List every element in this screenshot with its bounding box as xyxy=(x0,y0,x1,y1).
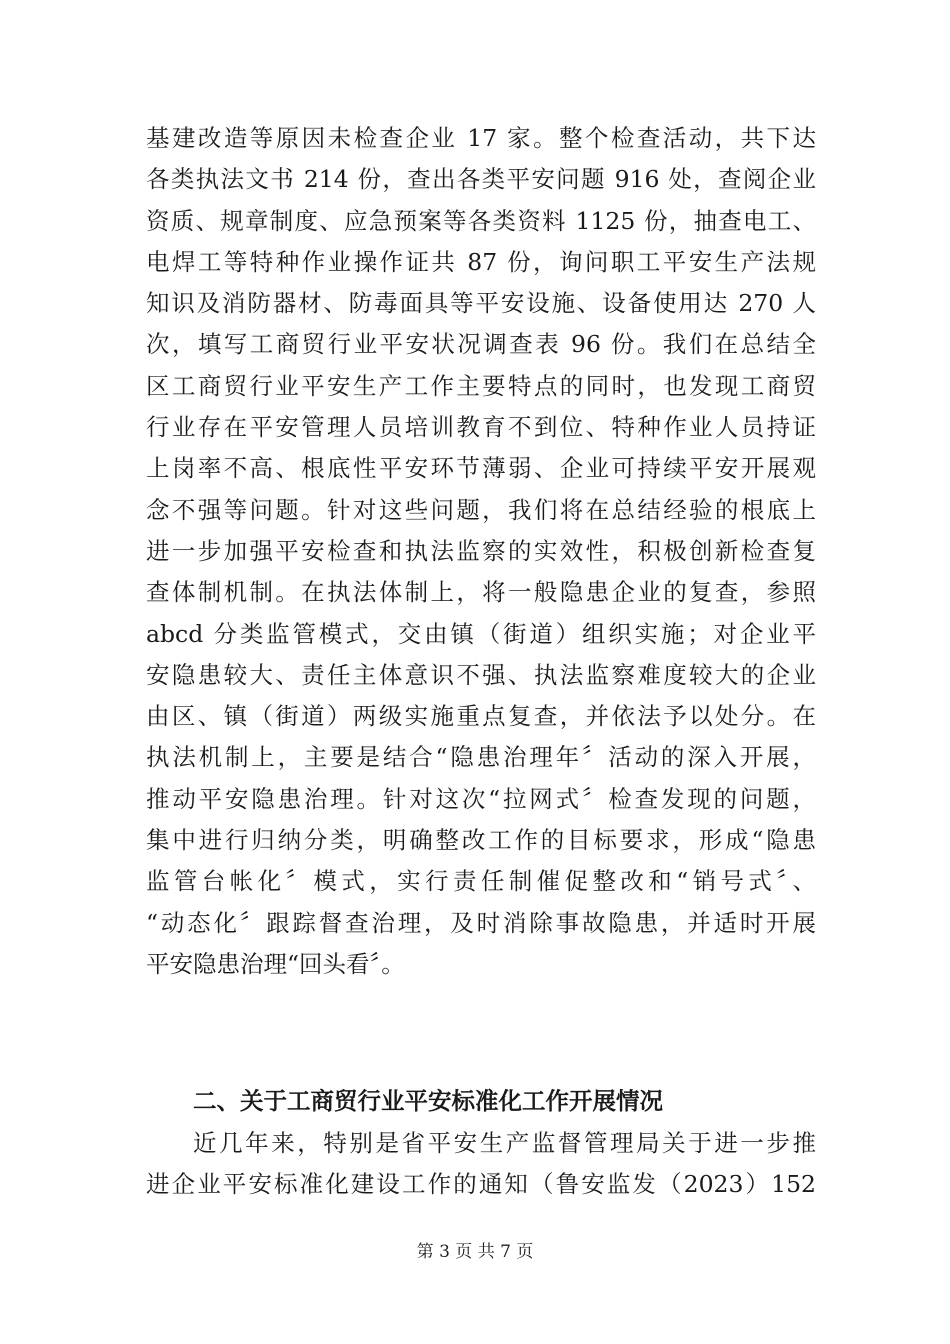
text-line: 推动平安隐患治理。针对这次“拉网式〞检查发现的问题， xyxy=(146,784,816,813)
text-line: 知识及消防器材、防毒面具等平安设施、设备使用达 270 人 xyxy=(146,289,816,318)
text-line: 电焊工等特种作业操作证共 87 份，询问职工平安生产法规 xyxy=(146,247,816,276)
text-line: 行业存在平安管理人员培训教育不到位、特种作业人员持证 xyxy=(146,413,816,442)
text-line: 区工商贸行业平安生产工作主要特点的同时，也发现工商贸 xyxy=(146,371,816,400)
text-line: 查体制机制。在执法体制上，将一般隐患企业的复查，参照 xyxy=(146,578,816,607)
text-line: 进一步加强平安检查和执法监察的实效性，积极创新检查复 xyxy=(146,536,816,565)
paragraph-section-two xyxy=(146,1123,816,1206)
text-line: 次，填写工商贸行业平安状况调查表 96 份。我们在总结全 xyxy=(146,330,816,359)
text-line: 集中进行归纳分类，明确整改工作的目标要求，形成“隐患 xyxy=(146,826,816,855)
text-line: 执法机制上，主要是结合“隐患治理年〞活动的深入开展， xyxy=(146,743,816,772)
text-line: “动态化〞跟踪督查治理，及时消除事故隐患，并适时开展 xyxy=(146,908,816,937)
text-line: 上岗率不高、根底性平安环节薄弱、企业可持续平安开展观 xyxy=(146,454,816,483)
text-line: 平安隐患治理“回头看〞。 xyxy=(146,949,405,978)
text-line: 由区、镇（街道）两级实施重点复查，并依法予以处分。在 xyxy=(146,702,816,731)
text-line: 资质、规章制度、应急预案等各类资料 1125 份，抽查电工、 xyxy=(146,206,816,235)
page-number-footer: 第 3 页 共 7 页 xyxy=(416,1242,534,1262)
text-line: 基建改造等原因未检查企业 17 家。整个检查活动，共下达 xyxy=(146,124,816,152)
text-line: 各类执法文书 214 份，查出各类平安问题 916 处，查阅企业 xyxy=(146,165,816,194)
text-line: 监管台帐化〞模式，实行责任制催促整改和“销号式〞、 xyxy=(146,867,816,896)
text-line: abcd 分类监管模式，交由镇（街道）组织实施；对企业平 xyxy=(146,619,816,648)
text-line: 念不强等问题。针对这些问题，我们将在总结经验的根底上 xyxy=(146,495,816,524)
paragraph-continued xyxy=(146,118,816,985)
text-line: 近几年来，特别是省平安生产监督管理局关于进一步推 xyxy=(193,1129,816,1157)
section-heading: 二、关于工商贸行业平安标准化工作开展情况 xyxy=(193,1087,663,1115)
text-line: 安隐患较大、责任主体意识不强、执法监察难度较大的企业 xyxy=(146,660,816,689)
text-line: 进企业平安标准化建设工作的通知（鲁安监发（2023）152 xyxy=(146,1170,816,1199)
